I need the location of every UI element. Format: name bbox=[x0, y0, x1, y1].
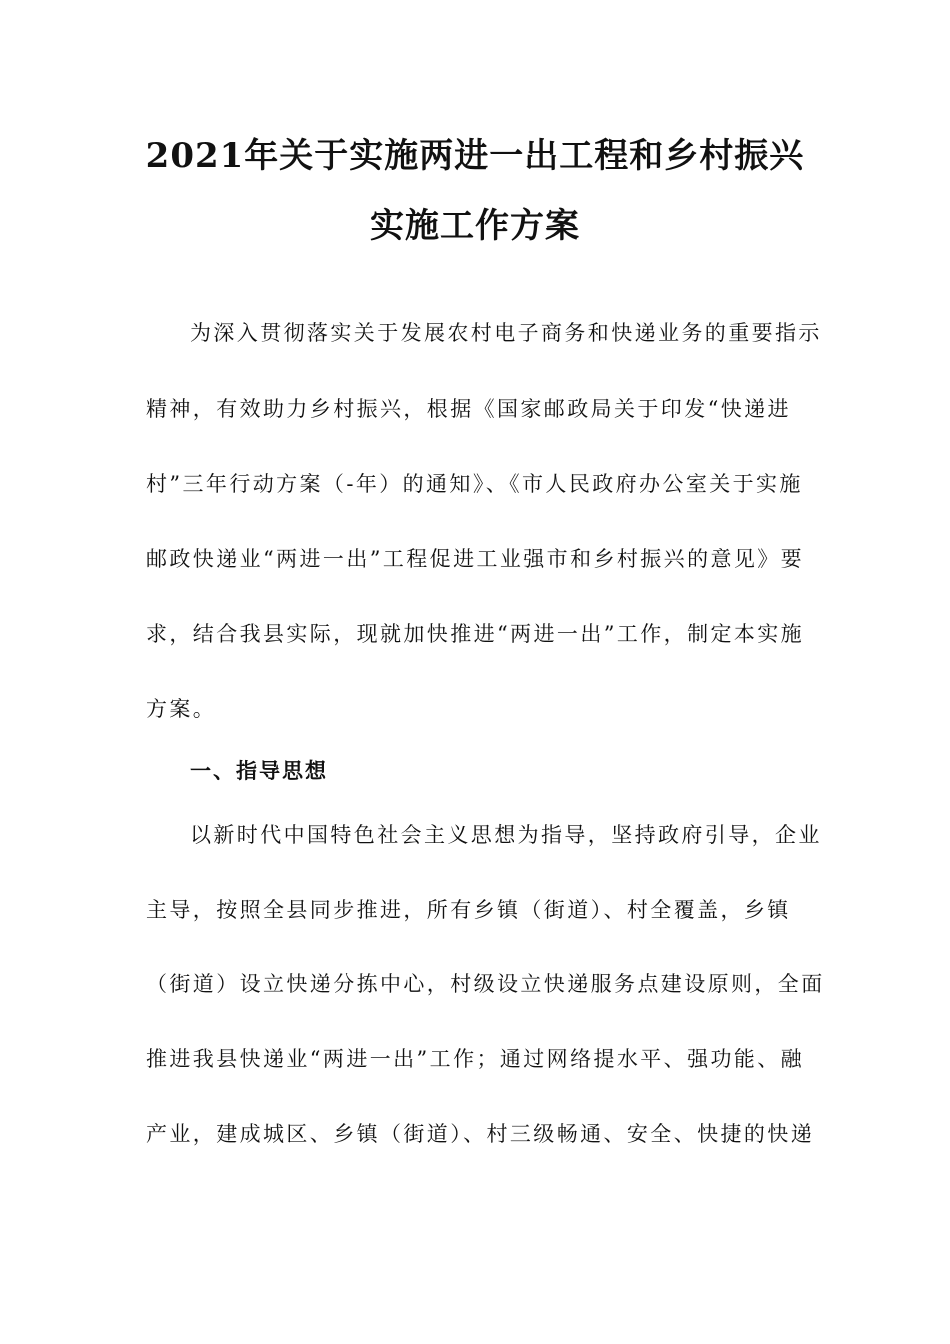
paragraph-line: 推进我县快递业“两进一出”工作；通过网络提水平、强功能、融 bbox=[146, 1047, 805, 1071]
section-heading: 一、指导思想 bbox=[190, 758, 328, 783]
paragraph-line: 村”三年行动方案（-年）的通知》、《市人民政府办公室关于实施 bbox=[146, 472, 803, 496]
paragraph-line: 以新时代中国特色社会主义思想为指导，坚持政府引导，企业 bbox=[190, 823, 822, 847]
paragraph-line: （街道）设立快递分拣中心，村级设立快递服务点建设原则，全面 bbox=[146, 972, 825, 996]
paragraph-line: 方案。 bbox=[146, 697, 217, 721]
document-title-line-1: 2021年关于实施两进一出工程和乡村振兴 bbox=[145, 136, 805, 176]
paragraph-line: 主导，按照全县同步推进，所有乡镇（街道）、村全覆盖，乡镇 bbox=[146, 898, 791, 922]
paragraph-line: 精神，有效助力乡村振兴，根据《国家邮政局关于印发“快递进 bbox=[146, 397, 791, 421]
paragraph-line: 邮政快递业“两进一出”工程促进工业强市和乡村振兴的意见》要 bbox=[146, 547, 805, 571]
paragraph-line: 求，结合我县实际，现就加快推进“两进一出”工作，制定本实施 bbox=[146, 622, 805, 646]
paragraph-line: 为深入贯彻落实关于发展农村电子商务和快递业务的重要指示 bbox=[190, 321, 822, 345]
document-title-line-2: 实施工作方案 bbox=[370, 206, 580, 246]
paragraph-line: 产业，建成城区、乡镇（街道）、村三级畅通、安全、快捷的快递 bbox=[146, 1122, 815, 1146]
